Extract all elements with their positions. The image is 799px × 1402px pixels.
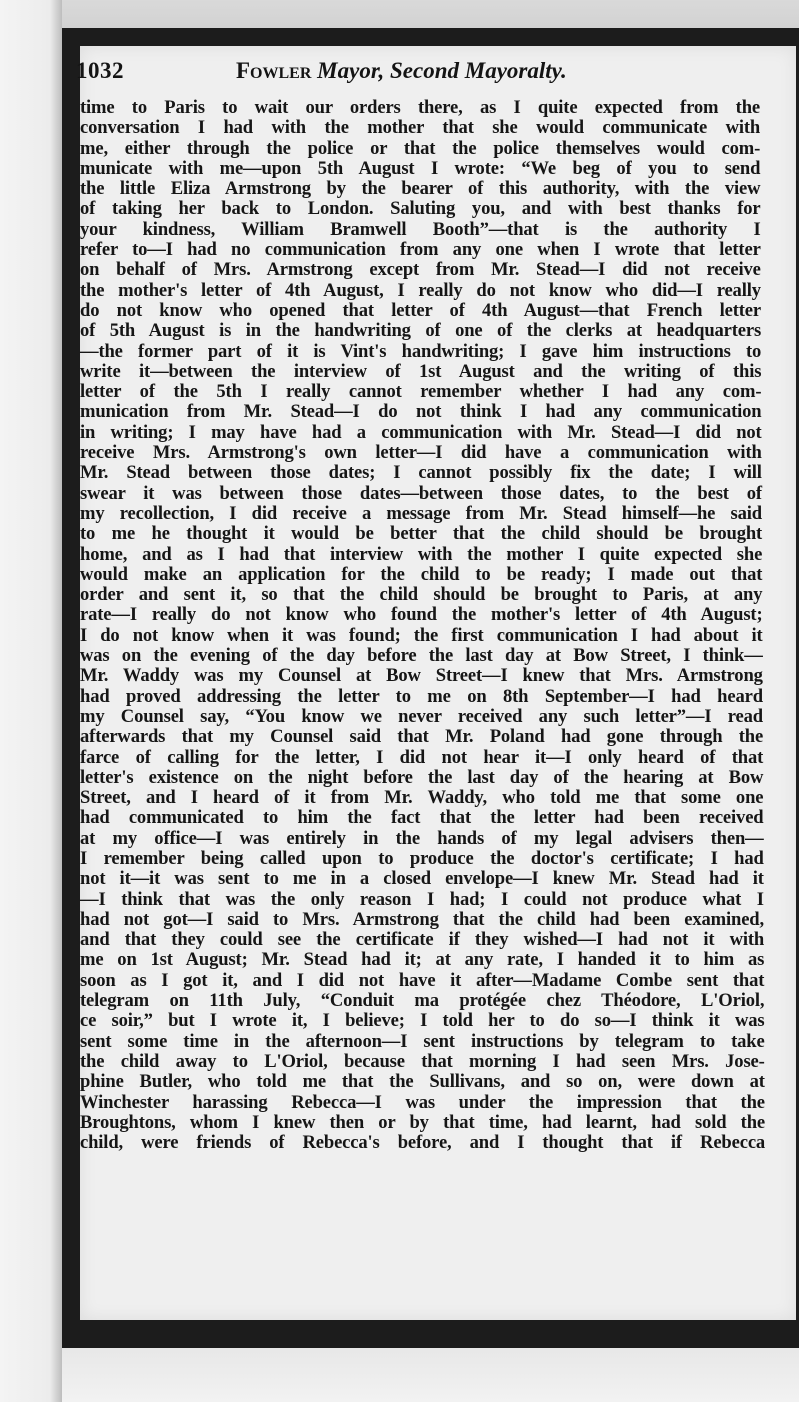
text-line: conversation I had with the mother that she would communicate with [80,117,761,139]
text-line: home, and as I had that interview with the mother I quite expected she [80,543,763,565]
text-line: I do not know when it was found; the first communication I had about it [80,624,763,646]
text-line: munication from Mr. Stead—I do not think I had any communication [80,401,762,423]
text-line: municate with me—upon 5th August I wrote: “We beg of you to send [80,157,761,179]
text-line: letter's existence on the night before the last day of the hearing at Bow [80,766,764,788]
text-line: me on 1st August; Mr. Stead had it; at any rate, I handed it to him as [80,949,765,971]
text-line: of taking her back to London. Saluting you, and with best thanks for [80,198,761,220]
text-line: would make an application for the child to be ready; I made out that [80,563,763,585]
text-line: had proved addressing the letter to me on 8th September—I had heard [80,685,763,707]
text-line: Winchester harassing Rebecca—I was under the impression that the [80,1091,765,1113]
text-line: me, either through the police or that the police themselves would com- [80,137,761,159]
text-line: —the former part of it is Vint's handwriting; I gave him instructions to [80,340,762,362]
text-line: at my office—I was entirely in the hands of my legal advisers then— [80,827,764,849]
page-header [76,58,676,90]
text-line: in writing; I may have had a communication with Mr. Stead—I did not [80,421,762,443]
text-line: rate—I really do not know who found the mother's letter of 4th August; [80,604,763,626]
text-line: do not know who opened that letter of 4th August—that French letter [80,299,761,321]
text-line: to me he thought it would be better that the child should be brought [80,523,763,545]
text-line: Mr. Waddy was my Counsel at Bow Street—I knew that Mrs. Armstrong [80,665,763,687]
text-line: and that they could see the certificate if they wished—I had not it with [80,929,765,951]
text-line: had not got—I said to Mrs. Armstrong that the child had been examined, [80,908,764,930]
text-line: ce soir,” but I wrote it, I believe; I told her to do so—I think it was [80,1010,765,1032]
text-line: child, were friends of Rebecca's before, and I thought that if Rebecca [80,1132,766,1154]
text-line: my Counsel say, “You know we never received any such letter”—I read [80,705,763,727]
text-line: time to Paris to wait our orders there, as I quite expected from the [80,97,760,118]
text-line: your kindness, William Bramwell Booth”—that is the authority I [80,218,761,240]
text-line: my recollection, I did receive a message from Mr. Stead himself—he said [80,502,762,524]
text-line: order and sent it, so that the child should be brought to Paris, at any [80,584,763,606]
text-line: sent some time in the afternoon—I sent instructions by telegram to take [80,1030,765,1052]
text-line: swear it was between those dates—between those dates, to the best of [80,482,762,504]
text-line: soon as I got it, and I did not have it after—Madame Combe sent that [80,969,765,991]
text-line: telegram on 11th July, “Conduit ma protégée chez Théodore, L'Oriol, [80,990,765,1012]
text-line: —I think that was the only reason I had; I could not produce what I [80,888,764,910]
text-line: the mother's letter of 4th August, I really do not know who did—I really [80,279,761,301]
text-line: refer to—I had no communication from any one when I wrote that letter [80,239,761,261]
text-line: the child away to L'Oriol, because that morning I had seen Mrs. Jose- [80,1050,765,1072]
text-line: Mr. Stead between those dates; I cannot possibly fix the date; I will [80,462,762,484]
page-number: 1032 [76,58,124,83]
text-line: was on the evening of the day before the last day at Bow Street, I think— [80,645,763,667]
text-line: phine Butler, who told me that the Sullivans, and so on, were down at [80,1071,765,1093]
text-line: had communicated to him the fact that the letter had been received [80,807,764,829]
body-text [80,98,770,1153]
facing-page-edge [0,0,62,1402]
text-line: I remember being called upon to produce the doctor's certificate; I had [80,847,764,869]
text-line: afterwards that my Counsel said that Mr. Poland had gone through the [80,726,764,748]
text-line: of 5th August is in the handwriting of one of the clerks at headquarters [80,320,762,342]
text-line: write it—between the interview of 1st August and the writing of this [80,360,762,382]
text-line: on behalf of Mrs. Armstrong except from Mr. Stead—I did not receive [80,259,761,281]
text-line: farce of calling for the letter, I did not hear it—I only heard of that [80,746,764,768]
text-line: receive Mrs. Armstrong's own letter—I did have a communication with [80,442,762,464]
running-title-name: Fowler [236,58,312,83]
text-line: not it—it was sent to me in a closed envelope—I knew Mr. Stead had it [80,868,764,890]
running-title-rest: Mayor, Second Mayoralty. [317,58,567,83]
running-title [236,58,567,84]
text-line: Broughtons, whom I knew then or by that time, had learnt, had sold the [80,1111,765,1133]
text-line: the little Eliza Armstrong by the bearer of this authority, with the view [80,178,761,200]
text-line: Street, and I heard of it from Mr. Waddy, who told me that some one [80,787,764,809]
text-line: letter of the 5th I really cannot remember whether I had any com- [80,381,762,403]
